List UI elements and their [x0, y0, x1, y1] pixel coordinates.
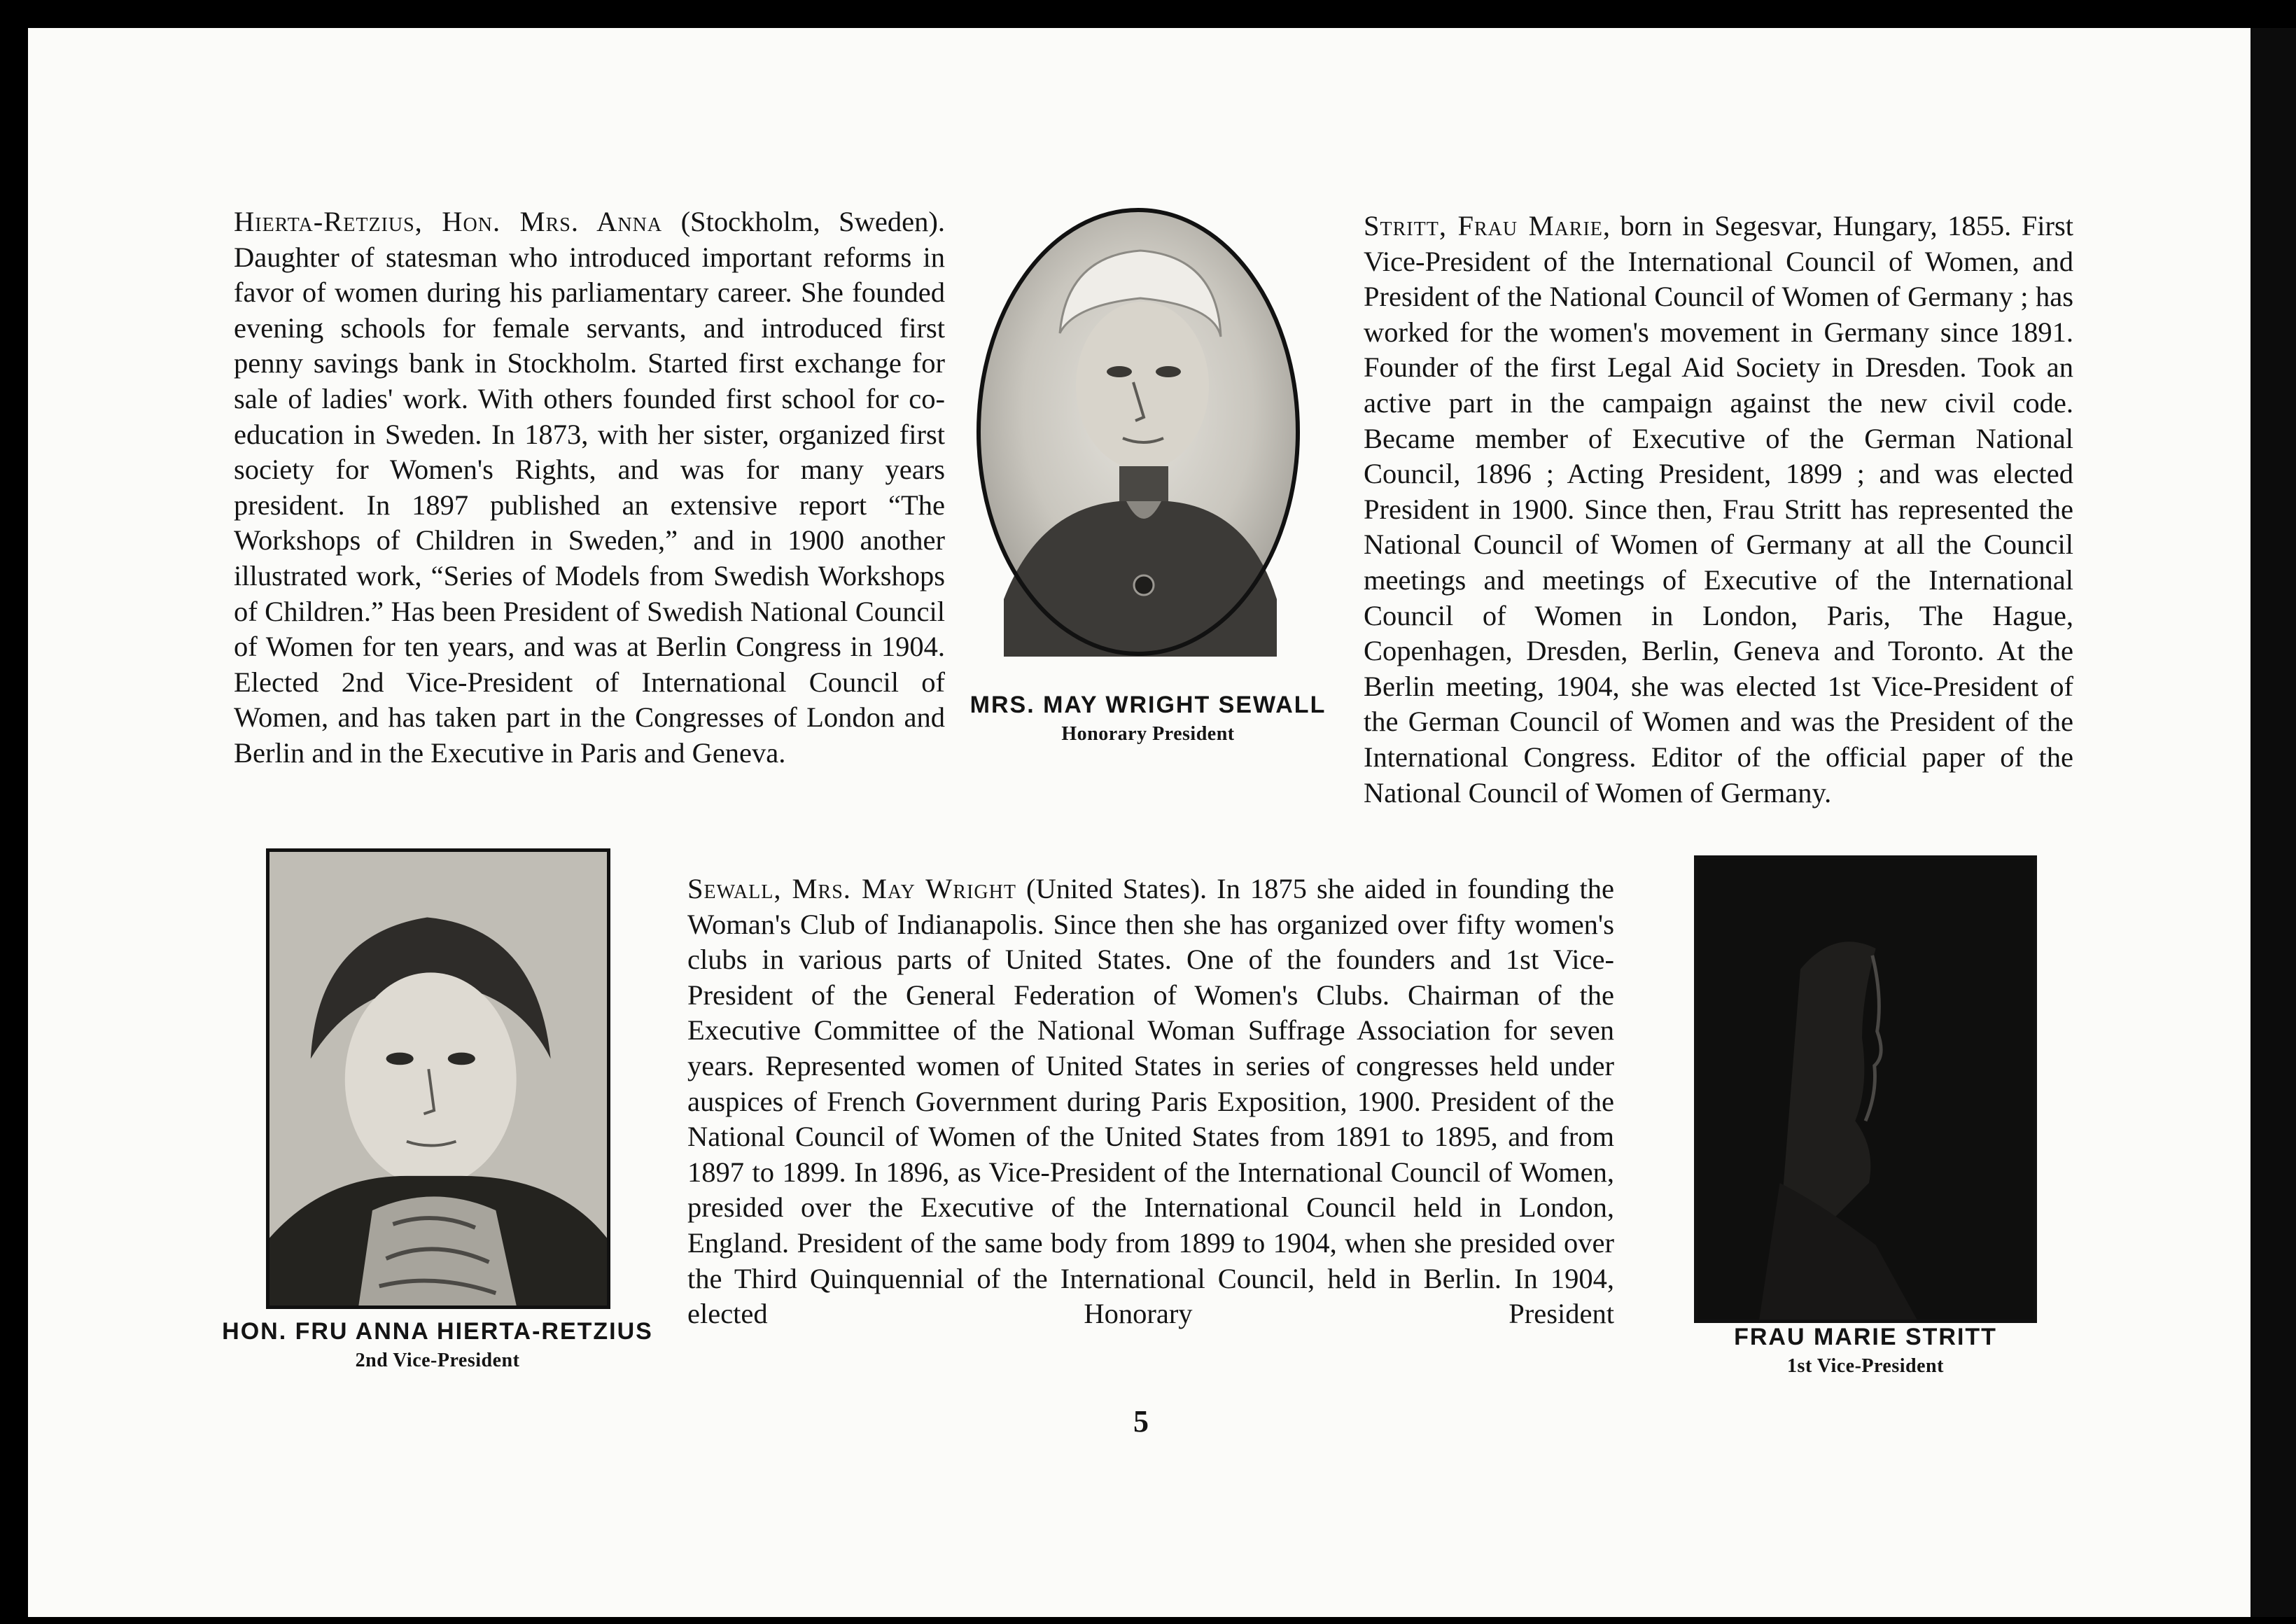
stritt-caption-role: 1st Vice-President	[1787, 1355, 1944, 1377]
sewall-name: Sewall, Mrs. May Wright	[687, 873, 1016, 904]
hierta-bio-last-line: Berlin and in the Executive in Paris and Geneva.	[234, 736, 786, 769]
stritt-portrait	[1694, 855, 2037, 1323]
stritt-caption-name: FRAU MARIE STRITT	[1734, 1324, 1997, 1350]
sewall-caption-role: Honorary President	[1061, 723, 1235, 745]
sewall-caption	[931, 690, 1365, 748]
sewall-biography	[687, 872, 1614, 1332]
sewall-caption-name: MRS. MAY WRIGHT SEWALL	[969, 692, 1326, 718]
scan-edge	[2250, 28, 2296, 1617]
page-number: 5	[1133, 1404, 1149, 1438]
stritt-biography	[1364, 209, 2073, 811]
sewall-bio-text: (United States). In 1875 she aided in founding the Woman's Club of Indianapolis. Since then she has organized over fifty women's clubs in various parts of United States. One of the founders and 1st Vice-President of the General Federation of Women's Clubs. Chairman of the Executive Committee of the National Woman Suffrage Association for seven years. Represented women of United States in series of congresses held under auspices of French Government during Paris Exposition, 1900. President of the National Council of Women of the United States from 1891 to 1895, and from 1897 to 1899. In 1896, as Vice-President of the International Council of Women, presided over the Executive of the International Council held in London, England. President of the same body from 1899 to 1904, when she presided over the Third Quinquennial of the International Council, held in Berlin. In 1904, elected Honorary President	[687, 873, 1615, 1330]
hierta-bio-text: (Stockholm, Sweden). Daughter of statesman who introduced important reforms in favor of women during his parliamentary career. She founded evening schools for female servants, and introduced first penny savings bank in Stockholm. Started first exchange for sale of ladies' work. With others founded first school for co-education in Sweden. In 1873, with her sister, organized first society for Women's Rights, and was for many years president. In 1897 published an extensive report “The Workshops of Children in Sweden,” and in 1900 another illustrated work, “Series of Models from Swedish Workshops of Children.” Has been President of Swedish National Council of Women for ten years, and was at Berlin Congress in 1904. Elected 2nd Vice-President of International Council of Women, and has taken part in the Congresses of London and	[234, 206, 945, 734]
scan-mark	[1001, 1602, 1014, 1614]
hierta-portrait	[266, 848, 610, 1309]
stritt-bio-last-line: National Council of Women of Germany.	[1364, 776, 1832, 808]
hierta-name: Hierta-Retzius, Hon. Mrs. Anna	[234, 206, 663, 237]
hierta-caption-role: 2nd Vice-President	[355, 1350, 520, 1371]
sewall-portrait	[976, 207, 1301, 657]
stritt-caption	[1670, 1322, 2062, 1380]
stritt-bio-text: , born in Segesvar, Hungary, 1855. First Vice-President of the International Council of Women, and President of the National Council of Women of Germany ; has worked for the women's movement in Germany since 1891. Founder of the first Legal Aid Society in Dresden. Took an active part in the campaign against the new civil code. Became member of Executive of the German National Council, 1896 ; Acting President, 1899 ; and was elected President in 1900. Since then, Frau Stritt has represented the National Council of Women of Germany at all the Council meetings and meetings of Executive of the International Council of Women in London, Paris, The Hague, Copenhagen, Dresden, Berlin, Geneva and Toronto. At the Berlin meeting, 1904, she was elected 1st Vice-President of the German Council of Women and was the President of the International Congress. Editor of the official paper of the	[1364, 210, 2073, 773]
stritt-name: Stritt, Frau Marie	[1364, 210, 1603, 241]
hierta-caption	[203, 1316, 672, 1375]
hierta-caption-name: HON. FRU ANNA HIERTA-RETZIUS	[222, 1318, 653, 1345]
hierta-biography	[234, 204, 945, 771]
